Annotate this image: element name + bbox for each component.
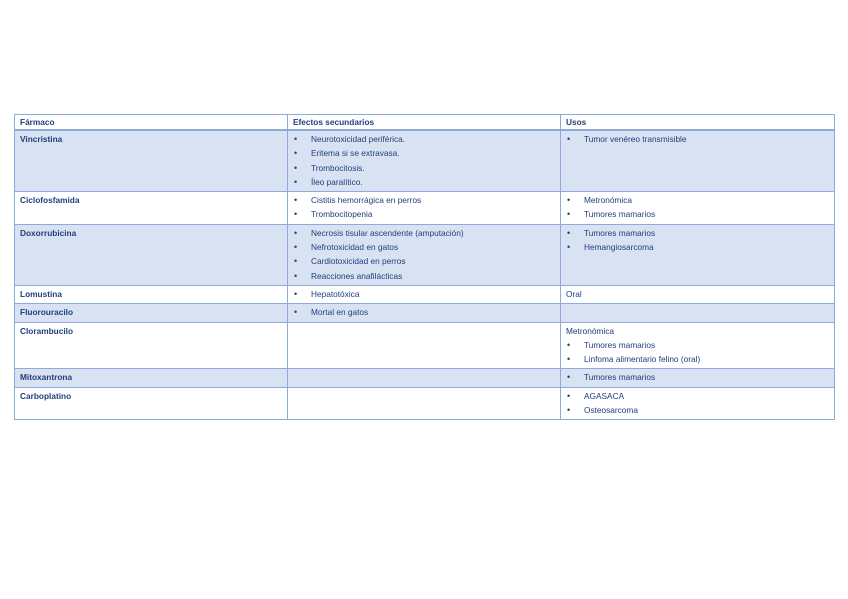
uses-list	[566, 370, 829, 384]
uses-text: Oral	[566, 288, 582, 299]
use-item: • Tumores mamarios	[566, 370, 829, 384]
side-effects-list	[293, 305, 555, 319]
header-usos: Usos	[561, 115, 835, 131]
uses-cell	[561, 322, 835, 369]
uses-cell	[561, 130, 835, 192]
side-effects-cell	[288, 322, 561, 369]
drug-name-cell: Fluorouracilo	[15, 304, 288, 322]
side-effect-item: • Cistitis hemorrágica en perros	[293, 193, 555, 207]
side-effects-cell	[288, 369, 561, 387]
use-item: • Tumor venéreo transmisible	[566, 132, 829, 146]
side-effect-item: • Nefrotoxicidad en gatos	[293, 240, 555, 254]
header-farmaco: Fármaco	[15, 115, 288, 131]
drug-name-cell: Carboplatino	[15, 387, 288, 420]
drug-name-cell: Clorambucilo	[15, 322, 288, 369]
drug-name-cell: Doxorrubicina	[15, 224, 288, 285]
table-row	[15, 369, 835, 387]
use-item: • Tumores mamarios	[566, 207, 829, 221]
side-effects-cell	[288, 224, 561, 285]
drug-name-cell: Mitoxantrona	[15, 369, 288, 387]
side-effect-item: • Trombocitosis.	[293, 161, 555, 175]
uses-cell	[561, 304, 835, 322]
table-row	[15, 192, 835, 225]
table-row	[15, 285, 835, 303]
table-row	[15, 304, 835, 322]
use-item: • Tumores mamarios	[566, 338, 829, 352]
side-effects-cell	[288, 130, 561, 192]
table-row	[15, 387, 835, 420]
side-effect-item: • Hepatotóxica	[293, 287, 555, 301]
side-effect-item: • Necrosis tisular ascendente (amputación)	[293, 226, 555, 240]
drug-name-cell: Vincristina	[15, 130, 288, 192]
table-row	[15, 224, 835, 285]
table-row	[15, 130, 835, 192]
use-item: • Metronómica	[566, 193, 829, 207]
uses-cell	[561, 369, 835, 387]
table-body	[15, 130, 835, 420]
uses-list	[566, 338, 829, 367]
drug-name-cell: Ciclofosfamida	[15, 192, 288, 225]
use-item: • Tumores mamarios	[566, 226, 829, 240]
side-effect-item: • Eritema si se extravasa.	[293, 146, 555, 160]
side-effects-list	[293, 193, 555, 222]
uses-list	[566, 226, 829, 255]
uses-list	[566, 389, 829, 418]
side-effect-item: • Íleo paralítico.	[293, 175, 555, 189]
header-efectos-secundarios: Efectos secundarios	[288, 115, 561, 131]
side-effect-item: • Reacciones anafilácticas	[293, 269, 555, 283]
side-effects-cell	[288, 304, 561, 322]
side-effects-cell	[288, 387, 561, 420]
side-effect-item: • Trombocitopenia	[293, 207, 555, 221]
side-effects-list	[293, 287, 555, 301]
uses-cell	[561, 224, 835, 285]
drug-table	[14, 114, 835, 420]
side-effect-item: • Neurotoxicidad periférica.	[293, 132, 555, 146]
uses-list	[566, 193, 829, 222]
uses-text: Metronómica	[566, 325, 614, 336]
uses-list	[566, 132, 829, 146]
table-header-row	[15, 115, 835, 131]
drug-name-cell: Lomustina	[15, 285, 288, 303]
uses-cell	[561, 192, 835, 225]
table-row	[15, 322, 835, 369]
use-item: • Osteosarcoma	[566, 403, 829, 417]
side-effects-list	[293, 226, 555, 283]
side-effect-item: • Cardiotoxicidad en perros	[293, 254, 555, 268]
side-effects-list	[293, 132, 555, 189]
use-item: • Hemangiosarcoma	[566, 240, 829, 254]
side-effects-cell	[288, 285, 561, 303]
use-item: • AGASACA	[566, 389, 829, 403]
uses-cell	[561, 387, 835, 420]
side-effect-item: • Mortal en gatos	[293, 305, 555, 319]
uses-cell	[561, 285, 835, 303]
side-effects-cell	[288, 192, 561, 225]
use-item: • Linfoma alimentario felino (oral)	[566, 352, 829, 366]
